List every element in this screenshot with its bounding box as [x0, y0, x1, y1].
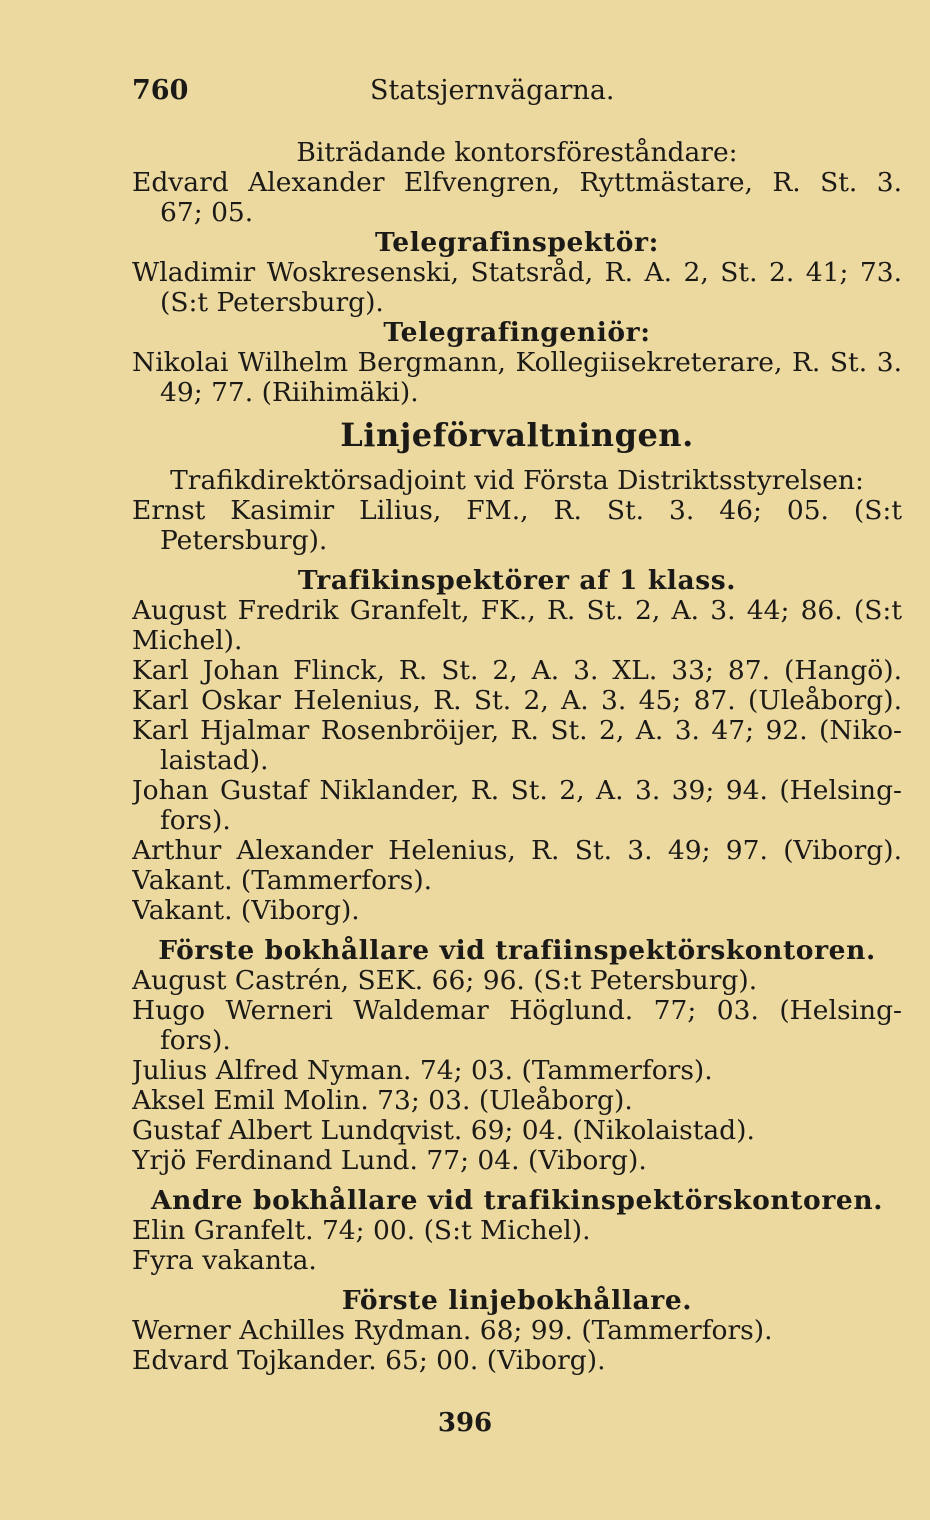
- page-header: [132, 75, 902, 115]
- entry-line: Karl Johan Flinck, R. St. 2, A. 3. XL. 33; 87. (Hangö).: [132, 656, 902, 686]
- entry-line: Nikolai Wilhelm Bergmann, Kollegiisekreterare, R. St. 3.: [132, 348, 902, 378]
- entry-line: Hugo Werneri Waldemar Höglund. 77; 03. (Helsing-: [132, 996, 902, 1026]
- entry-line: Aksel Emil Molin. 73; 03. (Uleåborg).: [132, 1086, 633, 1116]
- entry-continuation: (S:t Petersburg).: [160, 288, 384, 318]
- entry-line: Arthur Alexander Helenius, R. St. 3. 49; 97. (Viborg).: [132, 836, 902, 866]
- entry-line: Gustaf Albert Lundqvist. 69; 04. (Nikolaistad).: [132, 1116, 755, 1146]
- entry-line: Julius Alfred Nyman. 74; 03. (Tammerfors).: [132, 1056, 713, 1086]
- entry-continuation: fors).: [160, 806, 231, 836]
- entry-line: Karl Oskar Helenius, R. St. 2, A. 3. 45; 87. (Uleåborg).: [132, 686, 902, 716]
- entry-line: Edvard Alexander Elfvengren, Ryttmästare, R. St. 3.: [132, 168, 902, 198]
- entry-line: Edvard Tojkander. 65; 00. (Viborg).: [132, 1346, 606, 1376]
- entry-line: Ernst Kasimir Lilius, FM., R. St. 3. 46; 05. (S:t: [132, 496, 902, 526]
- entry-line: August Castrén, SEK. 66; 96. (S:t Petersburg).: [132, 966, 758, 996]
- entry-continuation: 67; 05.: [160, 198, 254, 228]
- running-title: Statsjernvägarna.: [370, 75, 615, 106]
- entry-line: Fyra vakanta.: [132, 1246, 317, 1276]
- chapter-heading: Linjeförvaltningen.: [340, 416, 694, 454]
- entry-line: Yrjö Ferdinand Lund. 77; 04. (Viborg).: [132, 1146, 647, 1176]
- section-heading: Trafikinspektörer af 1 klass.: [297, 566, 737, 596]
- entry-line: Vakant. (Viborg).: [132, 896, 360, 926]
- section-heading: Biträdande kontorsföreståndare:: [296, 138, 738, 168]
- entry-line: August Fredrik Granfelt, FK., R. St. 2, A. 3. 44; 86. (S:t: [132, 596, 902, 626]
- section-heading: Trafikdirektörsadjoint vid Första Distriktsstyrelsen:: [170, 466, 864, 496]
- section-heading: Andre bokhållare vid trafikinspektörskontoren.: [150, 1186, 884, 1216]
- section-heading: Förste linjebokhållare.: [341, 1286, 693, 1316]
- entry-line: Werner Achilles Rydman. 68; 99. (Tammerfors).: [132, 1316, 773, 1346]
- signature-mark: 396: [437, 1408, 493, 1438]
- entry-continuation: laistad).: [160, 746, 269, 776]
- entry-continuation: Petersburg).: [160, 526, 328, 556]
- entry-continuation: 49; 77. (Riihimäki).: [160, 378, 419, 408]
- entry-line: Karl Hjalmar Rosenbröijer, R. St. 2, A. 3. 47; 92. (Niko-: [132, 716, 902, 746]
- page-body: [132, 138, 902, 1376]
- entry-line: Vakant. (Tammerfors).: [132, 866, 433, 896]
- entry-continuation: Michel).: [132, 626, 243, 656]
- section-heading: Telegrafinspektör:: [375, 228, 659, 258]
- section-heading: Telegrafingeniör:: [383, 318, 651, 348]
- section-heading: Förste bokhållare vid trafiinspektörskontoren.: [158, 936, 876, 966]
- entry-line: Wladimir Woskresenski, Statsråd, R. A. 2, St. 2. 41; 73.: [132, 258, 902, 288]
- entry-line: Johan Gustaf Niklander, R. St. 2, A. 3. 39; 94. (Helsing-: [132, 776, 902, 806]
- entry-line: Elin Granfelt. 74; 00. (S:t Michel).: [132, 1216, 591, 1246]
- page-number: 760: [132, 75, 189, 106]
- entry-continuation: fors).: [160, 1026, 231, 1056]
